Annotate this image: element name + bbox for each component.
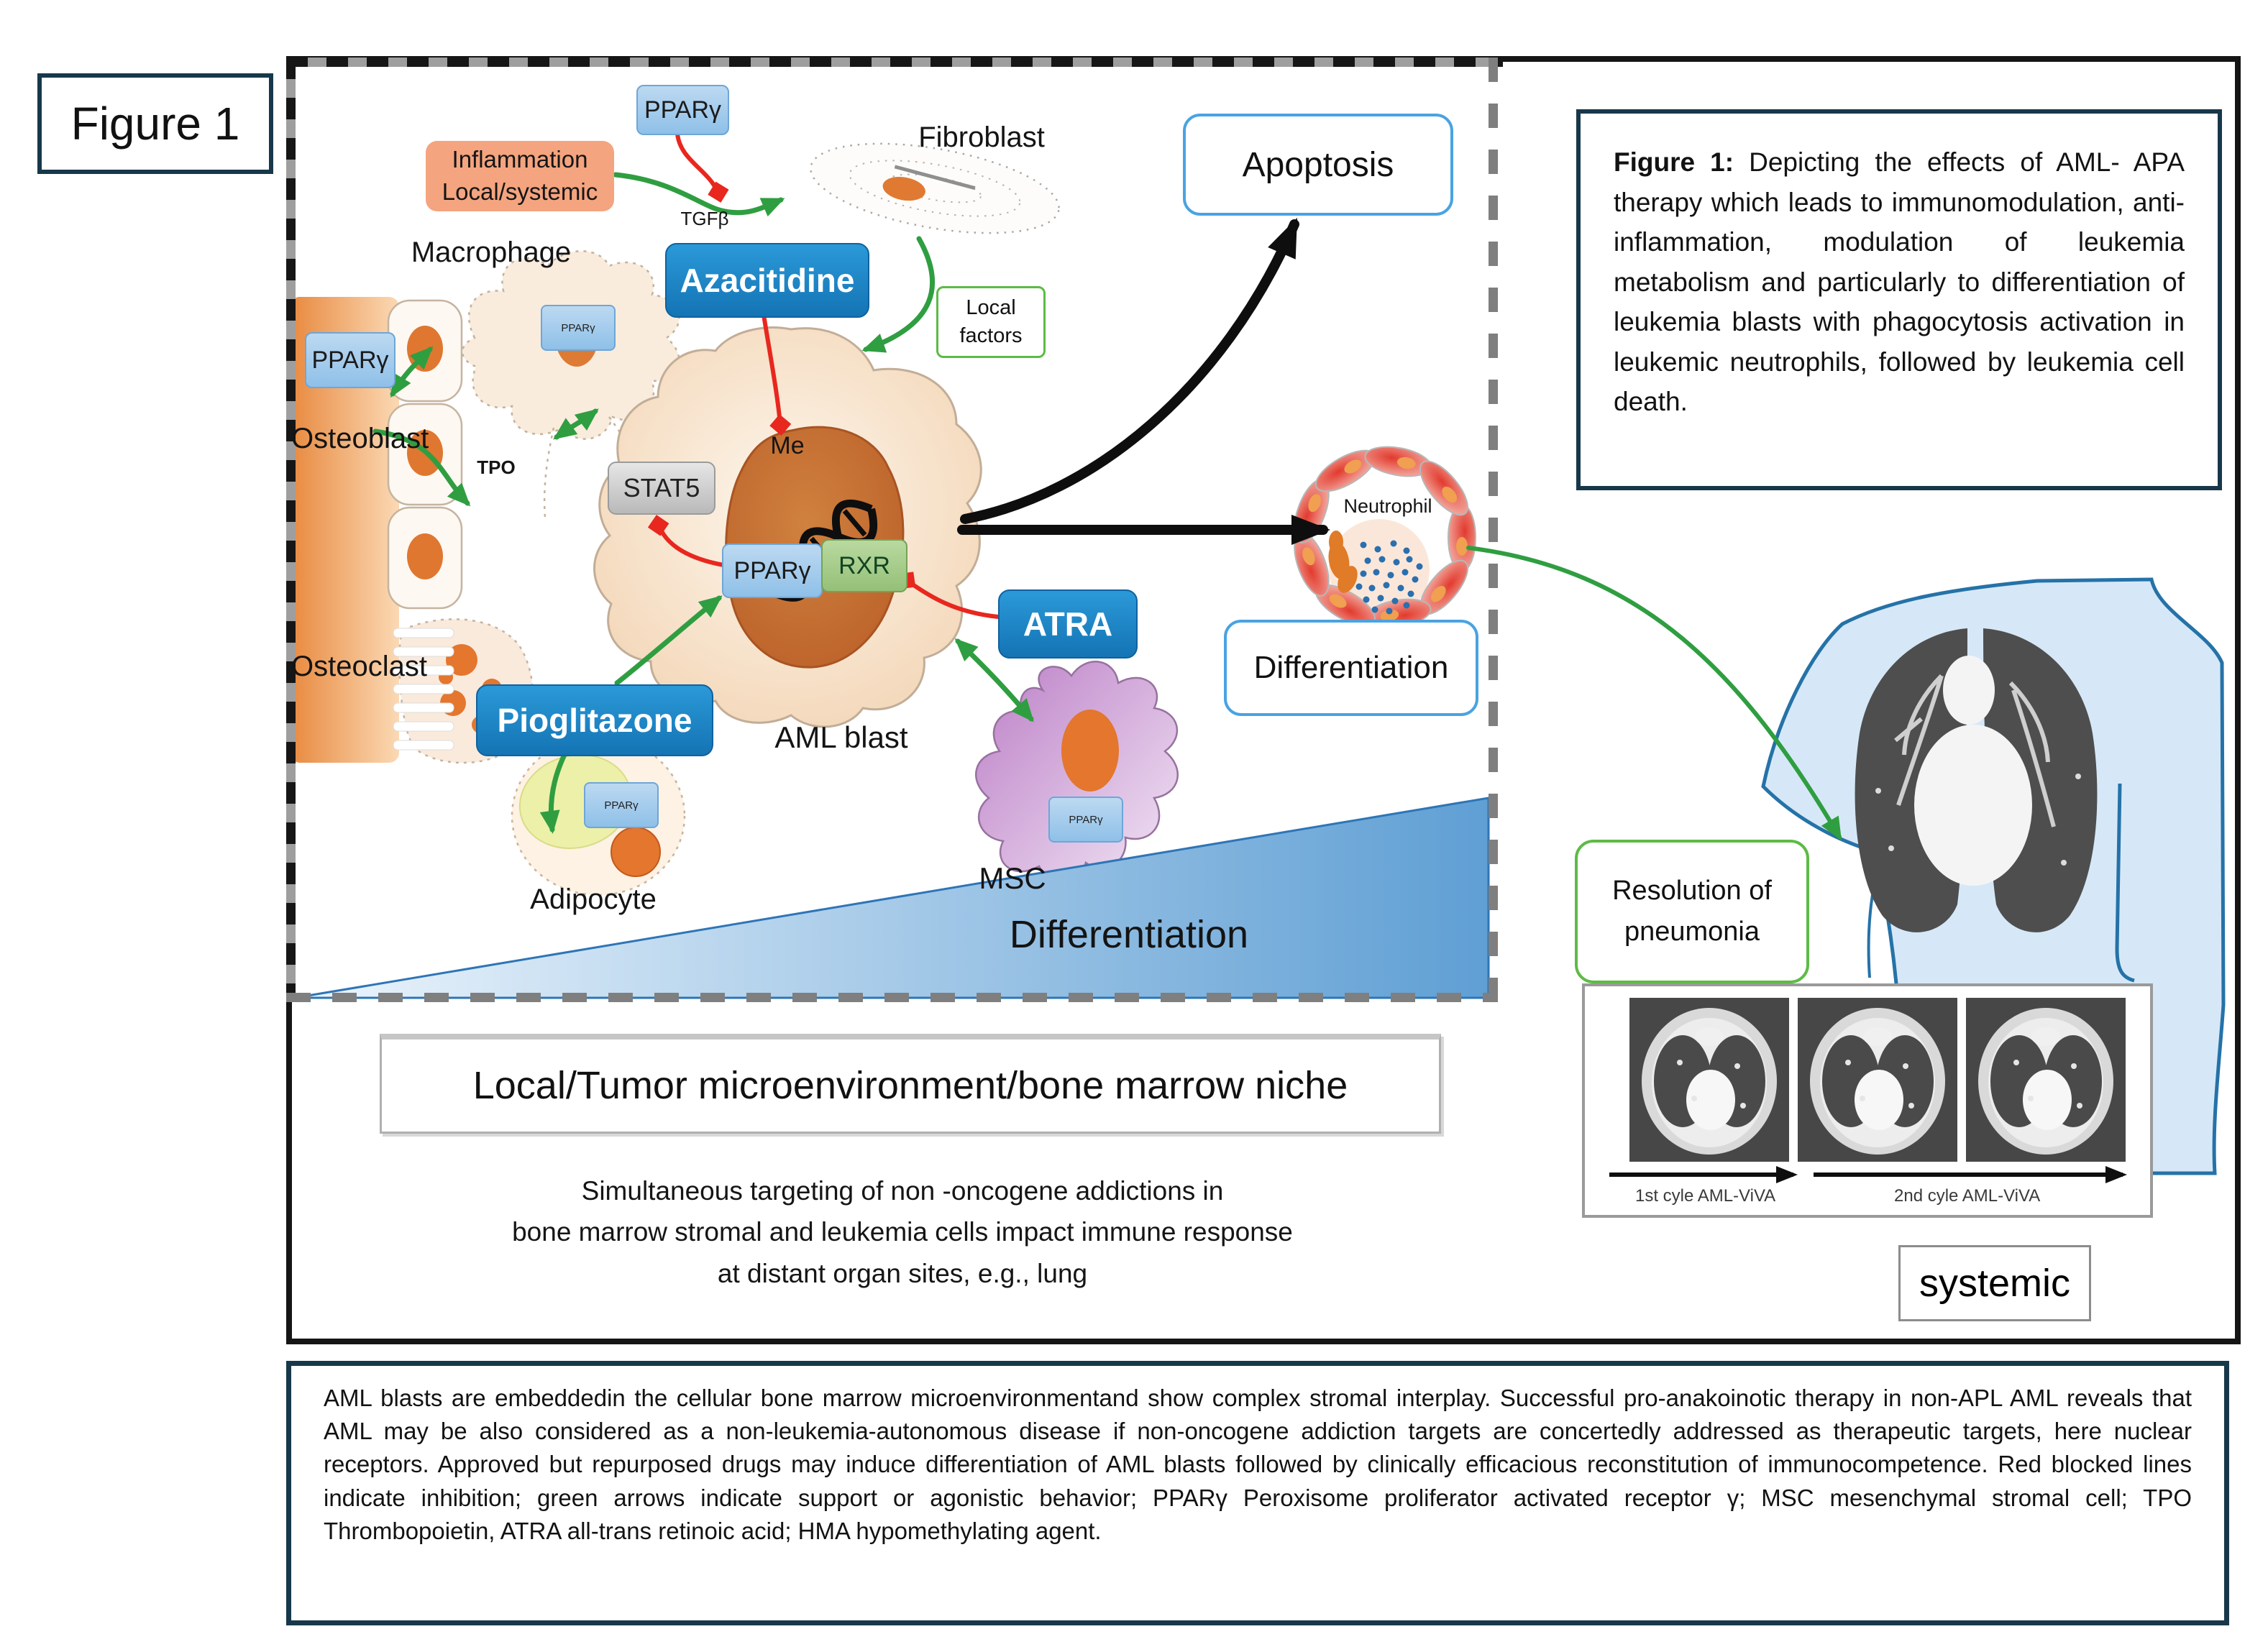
atra-drug-box: ATRA bbox=[998, 589, 1138, 659]
adipocyte-label: Adipocyte bbox=[530, 883, 657, 915]
figure-caption-box bbox=[1576, 109, 2222, 490]
differentiation-triangle-label: Differentiation bbox=[1009, 913, 1249, 956]
local-factors-line1: Local bbox=[966, 295, 1016, 319]
dashed-border-bottom bbox=[286, 993, 1498, 1002]
dashed-border-right bbox=[1489, 58, 1498, 1001]
pioglitazone-drug-box: Pioglitazone bbox=[476, 684, 713, 756]
systemic-label-box: systemic bbox=[1898, 1245, 2091, 1321]
ct-cycle2-label: 2nd cyle AML-ViVA bbox=[1894, 1186, 2041, 1206]
tpo-label: TPO bbox=[477, 456, 516, 478]
ct-cycle1-label: 1st cyle AML-ViVA bbox=[1635, 1186, 1776, 1206]
figure-caption-bold: Figure 1: bbox=[1614, 147, 1734, 177]
azacitidine-drug-box: Azacitidine bbox=[665, 243, 869, 318]
bottom-caption-box bbox=[286, 1361, 2229, 1625]
ct-scan-panel bbox=[1582, 983, 2153, 1218]
resolution-pneumonia-box bbox=[1575, 840, 1809, 983]
neutrophil-label: Neutrophil bbox=[1343, 495, 1432, 517]
dashed-border-top bbox=[286, 58, 1503, 67]
msc-label: MSC bbox=[979, 861, 1046, 895]
resolution-line2: pneumonia bbox=[1624, 917, 1760, 947]
inflammation-line1: Inflammation bbox=[452, 146, 588, 173]
ppargamma-box-adipocyte: PPARγ bbox=[584, 782, 659, 828]
dashed-border-left bbox=[286, 58, 296, 1001]
differentiation-outcome-box: Differentiation bbox=[1224, 620, 1478, 716]
figure-number-label: Figure 1 bbox=[37, 73, 273, 174]
ct-scan-strip bbox=[1585, 986, 2150, 1215]
inflammation-box bbox=[426, 141, 614, 211]
osteoclast-label: Osteoclast bbox=[291, 651, 427, 682]
me-methylation-label: Me bbox=[770, 431, 805, 459]
sim-line1: Simultaneous targeting of non -oncogene addictions in bbox=[581, 1176, 1224, 1206]
rxr-box: RXR bbox=[821, 539, 907, 592]
osteoblast-label: Osteoblast bbox=[291, 423, 429, 454]
tgfb-label: TGFβ bbox=[680, 207, 729, 229]
local-factors-box bbox=[936, 286, 1046, 358]
sim-line3: at distant organ sites, e.g., lung bbox=[717, 1258, 1088, 1288]
bottom-caption-text: AML blasts are embeddedin the cellular bone marrow microenvironmentand show complex stromal interplay. Successful pro-anakoinotic therapy in non-APL AML reveals that AML may be also considered as a non-leukemia-autonomous disease if non-oncogene addiction targets are concertedly addressed as therapeutic targets, here nuclear receptors. Approved but repurposed drugs may induce differentiation of AML blasts followed by clinically efficacious reconstitution of immunocompetence. Red blocked lines indicate inhibition; green arrows indicate support or agonistic behavior; PPARγ Peroxisome proliferator activated receptor γ; MSC mesenchymal stromal cell; TPO Thrombopoietin, ATRA all-trans retinoic acid; HMA hypomethylating agent. bbox=[324, 1385, 2192, 1544]
ppargamma-box-macrophage: PPARγ bbox=[541, 305, 616, 351]
stat5-box: STAT5 bbox=[608, 462, 715, 515]
resolution-line1: Resolution of bbox=[1612, 876, 1772, 906]
ppargamma-box-osteoblast: PPARγ bbox=[305, 332, 395, 388]
figure-caption-text: Depicting the effects of AML- APA therapy which leads to immunomodulation, anti-inflammation, modulation of leukemia metabolism and particularly to differentiation of leukemia blasts with phagocytosis activation in leukemic neutrophils, followed by leukemia cell death. bbox=[1614, 147, 2185, 416]
local-factors-line2: factors bbox=[959, 324, 1023, 347]
sim-line2: bone marrow stromal and leukemia cells impact immune response bbox=[512, 1217, 1293, 1247]
simultaneous-targeting-text bbox=[403, 1170, 1402, 1294]
inflammation-line2: Local/systemic bbox=[442, 178, 598, 205]
macrophage-label: Macrophage bbox=[411, 236, 572, 268]
aml-blast-label: AML blast bbox=[774, 720, 908, 754]
ppargamma-box-msc: PPARγ bbox=[1048, 797, 1123, 843]
niche-title-box: Local/Tumor microenvironment/bone marrow niche bbox=[380, 1034, 1441, 1134]
fibroblast-label: Fibroblast bbox=[918, 121, 1045, 153]
ppargamma-box-top: PPARγ bbox=[636, 85, 729, 135]
apoptosis-outcome-box: Apoptosis bbox=[1183, 114, 1453, 216]
ppargamma-box-complex: PPARγ bbox=[722, 543, 823, 598]
